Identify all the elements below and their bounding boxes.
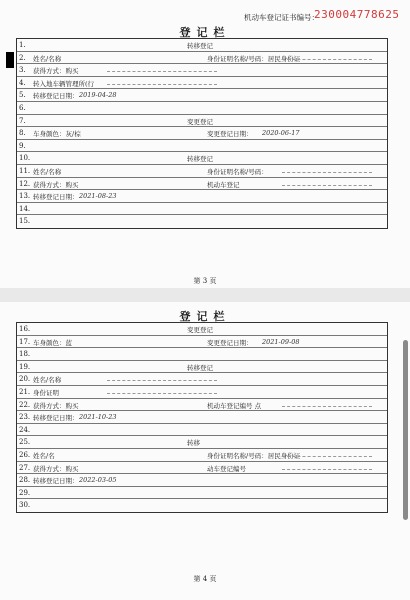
row-number: 19. (19, 362, 31, 371)
register-row (17, 373, 387, 386)
section-heading: 转移登记 (187, 155, 213, 164)
field-left: 转移登记日期： (33, 477, 79, 486)
row-number: 1. (19, 41, 26, 49)
row-number: 16. (19, 325, 31, 333)
register-row (17, 449, 387, 462)
register-table (16, 38, 388, 229)
register-row (17, 348, 387, 361)
register-row (17, 140, 387, 153)
register-row (17, 424, 387, 437)
register-row (17, 52, 387, 65)
row-number: 30. (19, 501, 31, 510)
row-number: 2. (19, 53, 26, 62)
field-left: 姓名/名称 (33, 376, 62, 385)
field-left: 获得方式：购买 (33, 401, 79, 410)
row-number: 28. (19, 476, 31, 485)
row-number: 3. (19, 66, 26, 75)
row-number: 7. (19, 116, 26, 125)
row-number: 23. (19, 413, 31, 422)
field-left: 身份证明 (33, 388, 59, 397)
field-left: 转移登记日期： (33, 92, 79, 101)
register-title: 登记栏 (179, 26, 231, 39)
register-row (17, 127, 387, 140)
register-row (17, 64, 387, 77)
section-heading: 变更登记 (187, 117, 213, 126)
row-number: 6. (19, 103, 26, 112)
register-row (17, 499, 387, 512)
handwritten-date: 2021-09-08 (262, 337, 300, 346)
section-heading: 转移登记 (187, 363, 213, 372)
row-number: 25. (19, 438, 31, 447)
redacted-line (282, 185, 372, 186)
field-right: 机动车登记 (207, 180, 240, 189)
register-row (17, 336, 387, 349)
row-number: 12. (19, 179, 31, 188)
row-number: 4. (19, 78, 26, 87)
redacted-line (107, 380, 217, 381)
register-row (17, 361, 387, 374)
row-number: 24. (19, 425, 31, 434)
field-left: 车身颜色：蓝 (33, 338, 72, 347)
row-number: 15. (19, 217, 31, 226)
document-page-4 (0, 302, 410, 600)
register-row (17, 190, 387, 203)
field-right: 动车登记编号 (207, 464, 246, 473)
register-row (17, 474, 387, 487)
redaction-mark (6, 52, 14, 68)
redacted-line (282, 59, 372, 60)
row-number: 22. (19, 400, 31, 409)
field-left: 转移登记日期： (33, 193, 79, 202)
field-left: 姓名/名称 (33, 54, 62, 63)
register-row (17, 39, 387, 52)
register-row (17, 323, 387, 336)
register-row (17, 178, 387, 191)
field-right: 变更登记日期： (207, 130, 253, 139)
field-left: 获得方式：购买 (33, 464, 79, 473)
redacted-line (107, 84, 217, 85)
field-left: 获得方式：购买 (33, 180, 79, 189)
register-row (17, 89, 387, 102)
handwritten-date: 2021-10-23 (79, 413, 117, 422)
row-number: 13. (19, 192, 31, 201)
field-left: 转入地车辆管理所(行 (33, 79, 95, 88)
register-title: 登记栏 (179, 310, 231, 323)
register-row (17, 203, 387, 216)
redacted-line (282, 406, 372, 407)
register-row (17, 386, 387, 399)
register-row (17, 487, 387, 500)
register-row (17, 102, 387, 115)
page-gap (0, 288, 410, 302)
register-row (17, 152, 387, 165)
redacted-line (282, 456, 372, 457)
field-left: 姓名/名称 (33, 167, 62, 176)
redacted-line (282, 172, 372, 173)
handwritten-date: 2019-04-28 (79, 91, 117, 100)
section-heading: 转移登记 (187, 42, 213, 50)
register-row (17, 115, 387, 128)
certificate-number: 230004778625 (314, 8, 400, 21)
field-left: 转移登记日期： (33, 414, 79, 423)
register-row (17, 462, 387, 475)
row-number: 18. (19, 350, 31, 359)
field-left: 获得方式：购买 (33, 67, 79, 76)
register-row (17, 411, 387, 424)
row-number: 29. (19, 488, 31, 497)
register-table (16, 322, 388, 513)
field-right: 变更登记日期： (207, 338, 253, 347)
redacted-line (107, 71, 217, 72)
field-right: 身份证明名称/号码：居民身份证 (207, 451, 301, 460)
handwritten-date: 2022-03-05 (79, 476, 117, 485)
row-number: 11. (19, 166, 31, 175)
field-left: 姓名/名 (33, 451, 55, 460)
section-heading: 转移 (187, 439, 200, 448)
section-heading: 变更登记 (187, 326, 213, 334)
redacted-line (282, 469, 372, 470)
register-row (17, 399, 387, 412)
row-number: 10. (19, 154, 31, 163)
field-right: 身份证明名称/号码：居民身份证 (207, 54, 301, 63)
row-number: 8. (19, 129, 26, 138)
row-number: 21. (19, 387, 31, 396)
register-row (17, 165, 387, 178)
row-number: 9. (19, 141, 26, 150)
page-number: 第 3 页 (193, 277, 217, 285)
page-number: 第 4 页 (193, 575, 217, 583)
row-number: 5. (19, 91, 26, 100)
document-page-3 (0, 0, 410, 288)
handwritten-date: 2021-08-23 (79, 192, 117, 201)
register-row (17, 436, 387, 449)
row-number: 26. (19, 450, 31, 459)
row-number: 14. (19, 204, 31, 213)
field-left: 车身颜色：灰/棕 (33, 130, 81, 139)
certificate-number-label: 机动车登记证书编号： (244, 13, 319, 22)
row-number: 17. (19, 337, 31, 346)
row-number: 27. (19, 463, 31, 472)
field-right: 身份证明名称/号码： (207, 167, 268, 176)
scrollbar-thumb[interactable] (403, 340, 408, 520)
field-right: 机动车登记编号 点 (207, 401, 262, 410)
register-row (17, 215, 387, 228)
row-number: 20. (19, 375, 31, 384)
register-row (17, 77, 387, 90)
redacted-line (107, 393, 217, 394)
handwritten-date: 2020-06-17 (262, 129, 300, 138)
